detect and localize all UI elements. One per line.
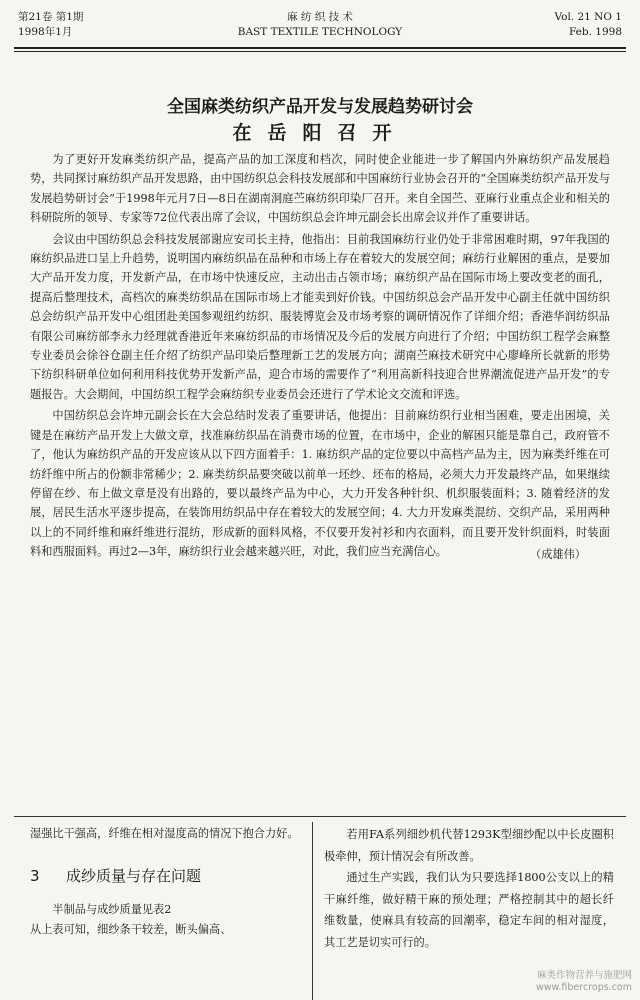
header-rule-thick xyxy=(14,47,626,49)
header-rule-thin xyxy=(14,51,626,52)
volume-en: Vol. 21 NO 1 xyxy=(554,11,622,23)
article-title: 全国麻类纺织产品开发与发展趋势研讨会 xyxy=(167,97,473,117)
journal-name xyxy=(18,10,622,40)
right-paragraph-1: 若用FA系列细纱机代替1293K型细纱配以中长皮圈积极牵伸，预计情况会有所改善。 xyxy=(324,828,614,863)
journal-name-cn: 麻 纺 织 技 术 xyxy=(287,11,353,23)
column-divider xyxy=(312,822,313,1000)
left-column xyxy=(30,824,302,940)
journal-name-en: BAST TEXTILE TECHNOLOGY xyxy=(237,26,403,38)
paragraph-3: 中国纺织总会许坤元副会长在大会总结时发表了重要讲话，他提出：目前麻纺织行业相当困难，要走出困境，关键是在麻纺产品开发上大做文章，找准麻纺织品在消费市场的位置，在市场中，企业的解困只能是靠自己，政府管不了，他认为麻纺织产品的开发应该从以下四方面着手：1. 麻纺织产品的定位要以中高档产品为主，因为麻类纤维在可纺纤维中所占的份额非常稀少；2. 麻类纺织品要突破以前单一坯纱、坯布的格局，必须大力开发最终产品，如果继续停留在纱、布上做文章是没有出路的，要以最终产品为中心，大力开发各种针织、机织服装面料；3. 随着经济的发展，居民生活水平逐步提高，在装饰用纺织品中存在着较大的发展空间；4. 大力开发麻类混纺、交织产品，采用两种以上的不同纤维和麻纤维进行混纺，形成新的面料风格，不仅要开发衬衫和内衣面料，而且要开发针织面料，时装面料和西服面料。再过2—3年，麻纺织行业会越来越兴旺，对此，我们应当充满信心。 xyxy=(30,409,610,559)
paragraph-2: 会议由中国纺织总会科技发展部谢应安司长主持，他指出：目前我国麻纺行业仍处于非常困难时期，97年我国的麻纺织品进口呈上升趋势，说明国内麻纺织品在品种和市场上存在着较大的发展空间；麻纺行业解困的重点，是要加大产品开发力度，开发新产品，在市场中快速反应，主动出击占领市场；麻纺织产品在国际市场上要改变老的面孔，提高后整理技术，高档次的麻类纺织品在国际市场上才能卖到好价钱。中国纺织总会产品开发中心副主任就中国纺织总会纺织产品开发中心组团赴美国参观纽约纺织、服装博览会及市场考察的调研情况作了详细介绍；香港华润纺织品有限公司麻纺部李永力经理就香港近年来麻纺织品的市场情况及今后的发展方向进行了介绍；中国纺织工程学会麻整专业委员会徐谷仓副主任介绍了纺织产品印染后整理新工艺的发展方向；湖南苎麻技术研究中心廖峰所长就新的形势下纺织科研单位如何利用科技优势开发新产品，迎合市场的需要作了“利用高新科技迎合世界潮流促进产品开发”的专题报告。大会期间，中国纺织工程学会麻纺织专业委员会还进行了学术论文交流和评选。 xyxy=(30,232,610,401)
right-paragraph-2: 通过生产实践，我们认为只要选择1800公支以上的精干麻纤维，做好精干麻的预处理；严格控制其中的超长纤维数量，使麻具有较高的回潮率，稳定车间的相对湿度，其工艺是切实可行的。 xyxy=(324,871,614,949)
watermark-url: www.fibercrops.com xyxy=(535,982,632,993)
author-signature: （成雄伟） xyxy=(530,547,586,561)
continued-text: 湿强比干强高，纤维在相对湿度高的情况下抱合力好。 xyxy=(30,827,299,840)
section-divider xyxy=(14,816,626,817)
issue-info-en xyxy=(555,10,623,40)
left-paragraph-2: 从上表可知，细纱条干较差，断头偏高、 xyxy=(30,923,232,936)
section-heading xyxy=(30,866,302,886)
section-title: 成纱质量与存在问题 xyxy=(66,867,202,885)
left-paragraph-1: 半制品与成纱质量见表2 xyxy=(52,903,172,916)
section-number: 3 xyxy=(30,867,40,885)
date-en: Feb. 1998 xyxy=(568,26,622,38)
right-column xyxy=(324,824,614,953)
paragraph-1: 为了更好开发麻类纺织产品，提高产品的加工深度和档次，同时使企业能进一步了解国内外麻纺织产品发展趋势，共同探讨麻纺织产品开发思路，由中国纺织总会科技发展部和中国麻纺行业协会召开的“全国麻类纺织产品开发与发展趋势研讨会”于1998年元月7日—8日在湖南洞庭苎麻纺织印染厂召开。来自全国苎、亚麻行业重点企业和相关的科研院所的领导、专家等72位代表出席了会议，中国纺织总会许坤元副会长出席会议并作了重要讲话。 xyxy=(30,153,610,225)
article-body xyxy=(30,150,610,566)
issue-date: 1998年1月 xyxy=(18,26,73,38)
watermark-site-name: 麻类作物营养与施肥网 xyxy=(536,970,632,981)
page-header xyxy=(18,10,622,44)
watermark xyxy=(536,970,632,994)
volume-issue: 第21卷 第1期 xyxy=(18,11,84,23)
article-subtitle: 在岳阳召开 xyxy=(232,122,408,144)
